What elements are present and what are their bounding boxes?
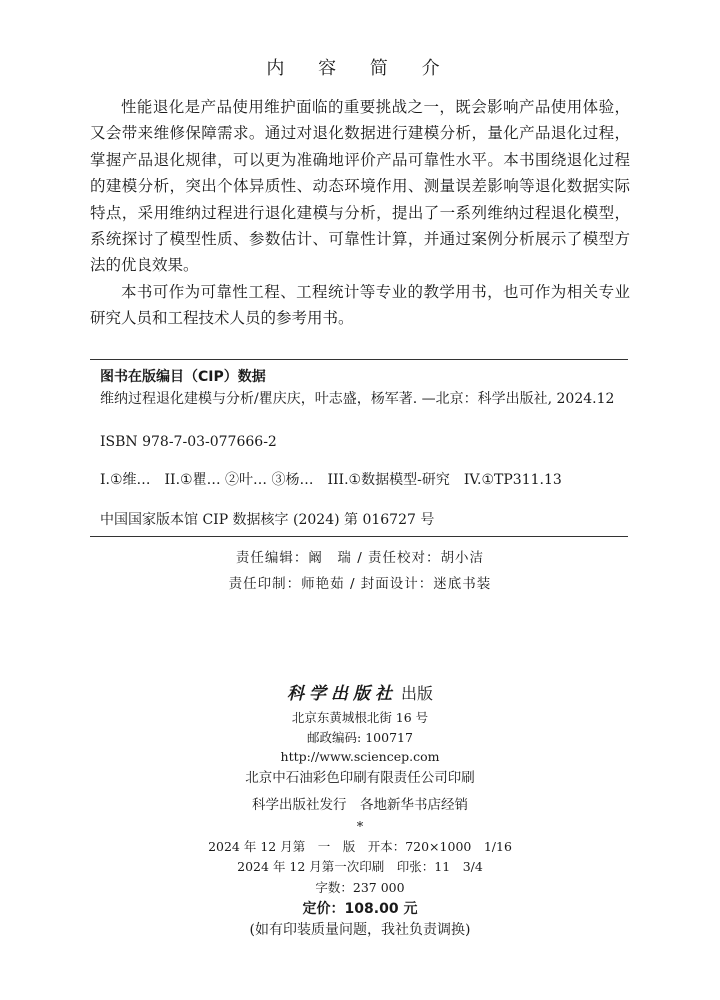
separator-star: * bbox=[356, 820, 364, 835]
cip-catalog-number: 中国国家版本馆 CIP 数据核字 (2024) 第 016727 号 bbox=[100, 512, 435, 528]
cip-class-3: III.①数据模型-研究 bbox=[327, 472, 450, 488]
print-run-line: 2024 年 12 月第一次印刷 印张：11 3/4 bbox=[237, 859, 483, 874]
price: 定价：108.00 元 bbox=[302, 901, 418, 917]
cip-class-1: I.①维… bbox=[100, 472, 151, 488]
quality-note: (如有印装质量问题，我社负责调换) bbox=[249, 922, 471, 938]
publisher-website: http://www.sciencep.com bbox=[280, 749, 440, 764]
cip-isbn: ISBN 978-7-03-077666-2 bbox=[100, 434, 277, 450]
distribution-line: 科学出版社发行 各地新华书店经销 bbox=[252, 797, 468, 813]
cip-bottom-rule bbox=[90, 536, 628, 537]
publisher-address: 北京东黄城根北街 16 号 bbox=[291, 710, 429, 725]
intro-title: 内 容 简 介 bbox=[266, 58, 454, 79]
cip-class-2: II.①瞿… ②叶… ③杨… bbox=[164, 472, 314, 488]
credits-editors: 责任编辑：阚 瑞 / 责任校对：胡小洁 bbox=[235, 550, 485, 566]
cip-classification bbox=[100, 470, 626, 490]
publisher-postcode: 邮政编码: 100717 bbox=[307, 730, 413, 745]
intro-paragraph-2: 本书可作为可靠性工程、工程统计等专业的教学用书，也可作为相关专业研究人员和工程技术人员的参考用书。 bbox=[90, 282, 630, 328]
intro-body bbox=[90, 94, 630, 332]
intro-paragraph-1: 性能退化是产品使用维护面临的重要挑战之一，既会影响产品使用体验，又会带来维修保障需求。通过对退化数据进行建模分析，量化产品退化过程，掌握产品退化规律，可以更为准确地评价产品可靠性水平。本书围绕退化过程的建模分析，突出个体异质性、动态环境作用、测量误差影响等退化数据实际特点，采用维纳过程进行退化建模与分析，提出了一系列维纳过程退化模型，系统探讨了模型性质、参数估计、可靠性计算，并通过案例分析展示了模型方法的优良效果。 bbox=[90, 98, 630, 275]
publisher-line bbox=[0, 683, 720, 705]
cip-top-rule bbox=[90, 359, 628, 360]
cip-heading: 图书在版编目（CIP）数据 bbox=[100, 369, 266, 385]
printer-line: 北京中石油彩色印刷有限责任公司印刷 bbox=[245, 770, 475, 786]
publisher-logo: 科学出版社 bbox=[286, 684, 397, 704]
edition-line: 2024 年 12 月第 一 版 开本：720×1000 1/16 bbox=[208, 839, 512, 854]
cip-description: 维纳过程退化建模与分析/瞿庆庆，叶志盛，杨军著. —北京：科学出版社, 2024.12 bbox=[100, 391, 615, 407]
credits-production: 责任印制：师艳茹 / 封面设计：迷底书装 bbox=[228, 576, 492, 592]
word-count: 字数：237 000 bbox=[315, 880, 405, 895]
cip-class-4: IV.①TP311.13 bbox=[463, 472, 562, 488]
publisher-suffix: 出版 bbox=[400, 684, 433, 703]
